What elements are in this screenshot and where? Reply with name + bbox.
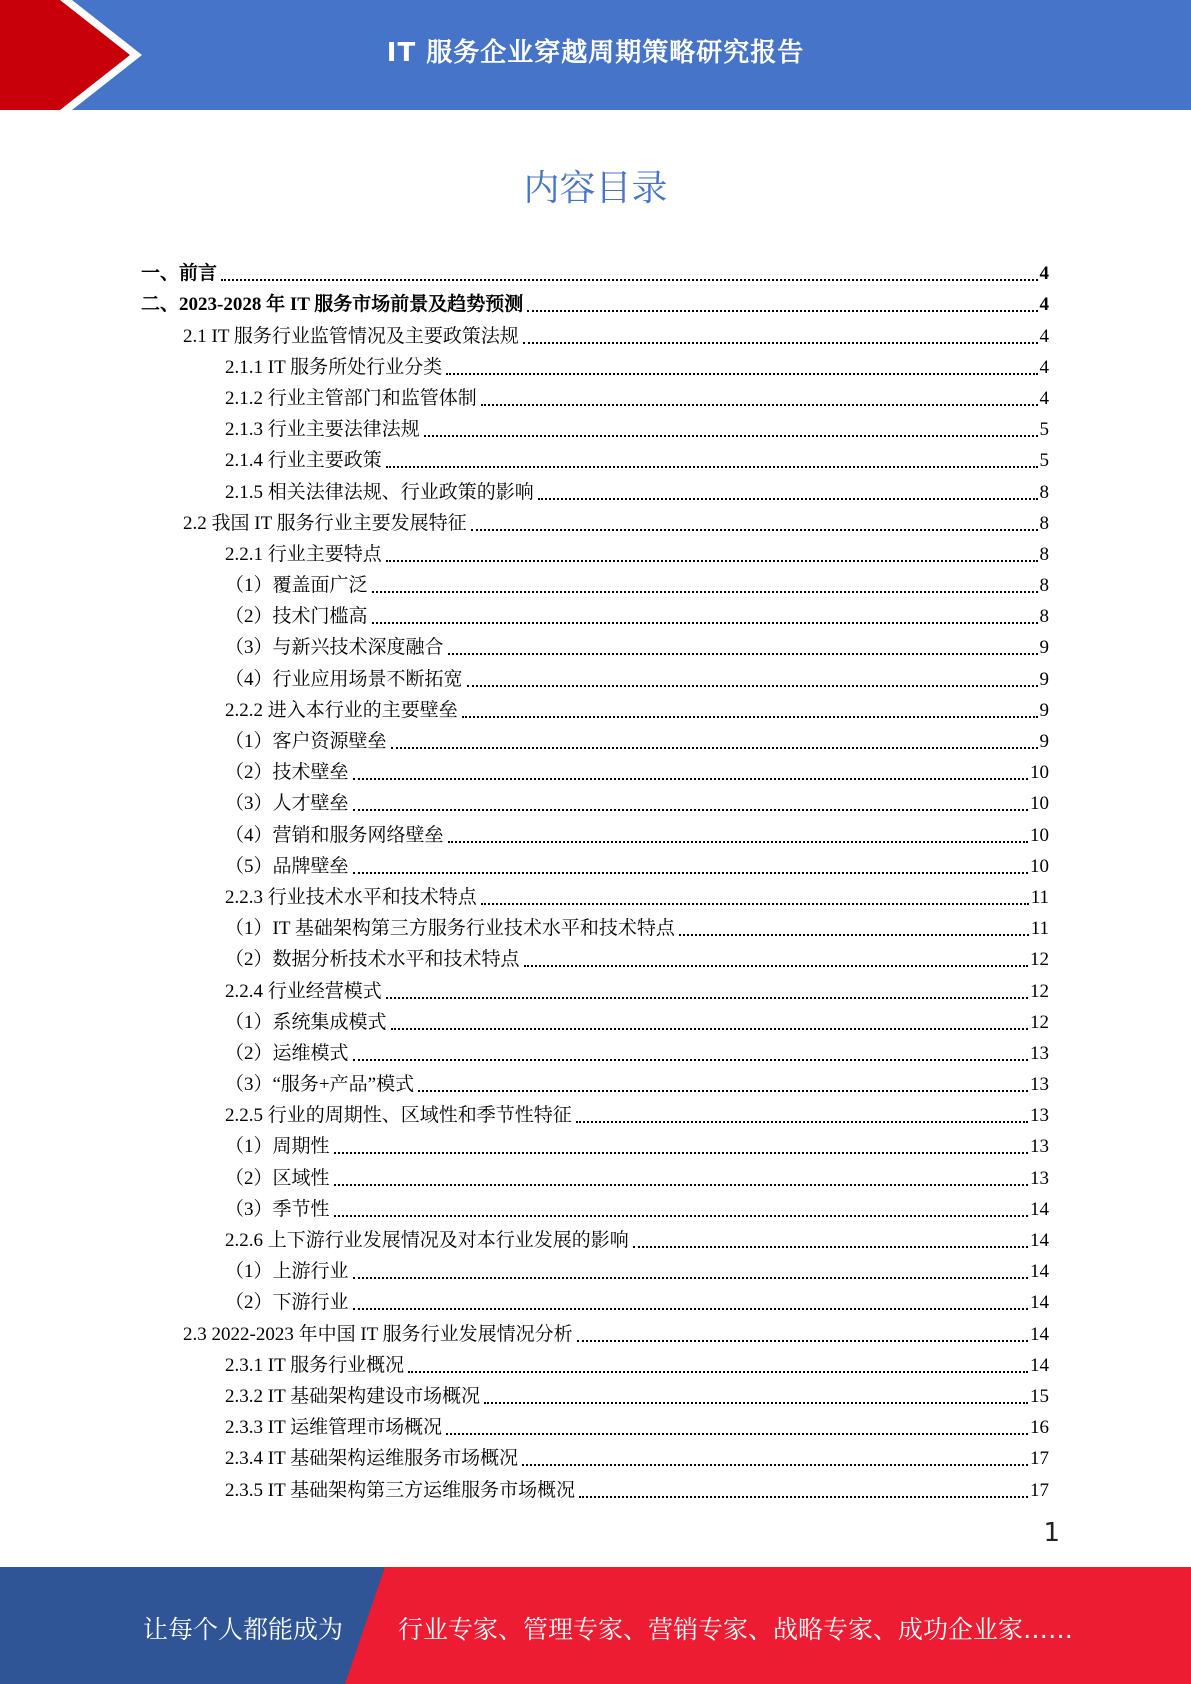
toc-entry[interactable] [141,442,1049,473]
toc-entry-label: 2.3.2 IT 基础架构建设市场概况 [225,1385,481,1407]
toc-entry[interactable] [141,879,1049,910]
toc-entry-page: 8 [1039,481,1049,503]
page-number: 1 [1043,1518,1060,1548]
toc-leader-dots [576,1120,1028,1123]
toc-entry[interactable] [141,816,1049,847]
toc-entry-label: 2.1.2 行业主管部门和监管体制 [225,387,477,409]
toc-entry[interactable] [141,380,1049,411]
toc-entry-label: （4）营销和服务网络壁垒 [225,824,444,846]
toc-entry-page: 14 [1030,1261,1049,1283]
toc-leader-dots [386,996,1028,999]
toc-entry-page: 13 [1030,1042,1049,1064]
toc-entry-page: 17 [1030,1479,1049,1501]
toc-entry[interactable] [141,1471,1049,1502]
toc-leader-dots [522,1463,1028,1466]
toc-entry-label: （3）“服务+产品”模式 [225,1074,415,1096]
toc-leader-dots [353,1276,1028,1279]
toc-entry[interactable] [141,286,1049,317]
toc-entry-label: （1）客户资源壁垒 [225,731,387,752]
toc-entry[interactable] [141,567,1049,598]
toc-entry-page: 9 [1039,699,1049,721]
toc-leader-dots [418,1089,1028,1092]
toc-entry-page: 4 [1039,263,1049,285]
toc-entry-page: 13 [1030,1136,1049,1158]
toc-entry-label: 2.3.3 IT 运维管理市场概况 [225,1417,443,1439]
toc-leader-dots [577,1339,1028,1342]
toc-entry[interactable] [141,910,1049,941]
toc-entry-label: 2.3.1 IT 服务行业概况 [225,1354,405,1376]
toc-entry-label: （3）季节性 [225,1198,330,1220]
toc-leader-dots [467,684,1038,687]
toc-entry-label: 2.2.1 行业主要特点 [225,543,382,565]
toc-entry-page: 10 [1030,793,1049,815]
toc-entry-page: 4 [1039,294,1049,316]
toc-entry[interactable] [141,1378,1049,1409]
toc-entry-label: 2.1.1 IT 服务所处行业分类 [225,356,443,378]
toc-leader-dots [334,1151,1028,1154]
toc-entry-page: 5 [1039,419,1049,441]
toc-entry-label: 2.3.5 IT 基础架构第三方运维服务市场概况 [225,1479,576,1501]
toc-leader-dots [372,590,1038,593]
toc-leader-dots [353,871,1028,874]
toc-entry[interactable] [141,1347,1049,1378]
toc-leader-dots [579,1495,1028,1498]
toc-entry-label: （2）技术壁垒 [225,762,349,784]
toc-entry-page: 8 [1039,606,1049,628]
toc-entry[interactable] [141,1097,1049,1128]
toc-entry[interactable] [141,1315,1049,1346]
toc-leader-dots [353,1307,1028,1310]
toc-entry-label: 2.1.3 行业主要法律法规 [225,419,420,441]
toc-entry-page: 13 [1030,1105,1049,1127]
table-of-contents [141,255,1049,1503]
toc-entry-label: 2.2.3 行业技术水平和技术特点 [225,886,477,908]
toc-entry-page: 4 [1039,325,1049,347]
toc-entry-page: 8 [1039,512,1049,534]
toc-leader-dots [386,465,1038,468]
toc-entry-label: 2.2.5 行业的周期性、区域性和季节性特征 [225,1105,572,1127]
toc-entry-label: （4）行业应用场景不断拓宽 [225,668,463,690]
toc-entry[interactable] [141,1128,1049,1159]
toc-entry-label: （1）上游行业 [225,1261,349,1283]
toc-leader-dots [353,777,1028,780]
toc-entry-page: 16 [1030,1417,1049,1439]
toc-leader-dots [408,1370,1028,1373]
toc-entry[interactable] [141,785,1049,816]
toc-leader-dots [524,964,1028,967]
toc-entry[interactable] [141,1253,1049,1284]
toc-leader-dots [448,652,1038,655]
toc-entry-page: 11 [1030,886,1049,908]
toc-entry-label: 一、前言 [141,263,218,285]
toc-entry[interactable] [141,598,1049,629]
toc-leader-dots [527,309,1037,312]
toc-entry-label: 2.3 2022-2023 年中国 IT 服务行业发展情况分析 [183,1323,573,1345]
toc-entry[interactable] [141,848,1049,879]
toc-heading: 内容目录 [523,168,668,209]
toc-entry-label: （1）IT 基础架构第三方服务行业技术水平和技术特点 [225,918,675,940]
toc-entry[interactable] [141,411,1049,442]
toc-entry[interactable] [141,536,1049,567]
toc-leader-dots [471,528,1038,531]
toc-entry-label: 2.1 IT 服务行业监管情况及主要政策法规 [183,325,519,347]
toc-entry[interactable] [141,317,1049,348]
toc-entry[interactable] [141,1066,1049,1097]
footer-slogan-right: 行业专家、管理专家、营销专家、战略专家、成功企业家…… [398,1615,1074,1644]
toc-entry-label: （2）下游行业 [225,1292,349,1314]
toc-entry-page: 5 [1039,450,1049,472]
toc-leader-dots [391,1027,1028,1030]
toc-entry[interactable] [141,1222,1049,1253]
toc-entry-page: 11 [1030,918,1049,940]
toc-leader-dots [481,403,1038,406]
toc-entry[interactable] [141,1035,1049,1066]
toc-entry-page: 15 [1030,1385,1049,1407]
toc-entry-label: 2.1.4 行业主要政策 [225,450,382,472]
toc-entry-label: 2.1.5 相关法律法规、行业政策的影响 [225,481,534,503]
toc-entry[interactable] [141,1440,1049,1471]
toc-entry-page: 13 [1030,1167,1049,1189]
toc-leader-dots [391,746,1038,749]
toc-entry-page: 14 [1030,1198,1049,1220]
toc-entry[interactable] [141,692,1049,723]
toc-leader-dots [448,840,1028,843]
toc-entry-page: 8 [1039,543,1049,565]
toc-entry-page: 9 [1039,637,1049,659]
toc-entry-label: （2）技术门槛高 [225,606,368,628]
toc-entry-page: 12 [1030,949,1049,971]
toc-entry[interactable] [141,473,1049,504]
toc-entry[interactable] [141,972,1049,1003]
toc-leader-dots [221,278,1037,281]
toc-entry[interactable] [141,1191,1049,1222]
toc-entry-page: 4 [1039,387,1049,409]
toc-entry-label: 2.3.4 IT 基础架构运维服务市场概况 [225,1448,519,1470]
toc-entry[interactable] [141,941,1049,972]
toc-entry-page: 14 [1030,1354,1049,1376]
toc-entry-page: 13 [1030,1074,1049,1096]
toc-leader-dots [334,1183,1028,1186]
toc-leader-dots [538,497,1038,500]
toc-leader-dots [372,621,1038,624]
toc-entry-label: （3）与新兴技术深度融合 [225,637,444,659]
toc-entry[interactable] [141,1004,1049,1035]
toc-entry-label: 2.2.2 进入本行业的主要壁垒 [225,699,458,721]
toc-entry-page: 14 [1030,1292,1049,1314]
toc-leader-dots [424,434,1038,437]
toc-entry-page: 17 [1030,1448,1049,1470]
toc-entry-label: 二、2023-2028 年 IT 服务市场前景及趋势预测 [141,294,524,316]
toc-entry[interactable] [141,629,1049,660]
toc-entry[interactable] [141,723,1049,754]
toc-entry-label: 2.2.4 行业经营模式 [225,980,382,1002]
toc-leader-dots [679,933,1029,936]
toc-entry-page: 9 [1039,668,1049,690]
toc-leader-dots [462,715,1038,718]
toc-leader-dots [446,372,1037,375]
toc-entry-page: 10 [1030,824,1049,846]
toc-entry-label: 2.2.6 上下游行业发展情况及对本行业发展的影响 [225,1230,629,1251]
toc-entry[interactable] [141,1159,1049,1190]
toc-entry-page: 10 [1030,762,1049,784]
toc-entry[interactable] [141,349,1049,380]
toc-entry[interactable] [141,660,1049,691]
toc-entry-label: （1）周期性 [225,1136,330,1158]
toc-leader-dots [633,1245,1028,1248]
toc-entry-page: 14 [1030,1323,1049,1345]
toc-entry-page: 4 [1039,356,1049,378]
toc-entry-page: 10 [1030,855,1049,877]
toc-leader-dots [484,1401,1028,1404]
toc-entry-label: 2.2 我国 IT 服务行业主要发展特征 [183,512,467,534]
toc-entry-label: （2）运维模式 [225,1042,349,1064]
toc-entry[interactable] [141,1409,1049,1440]
toc-entry-label: （2）数据分析技术水平和技术特点 [225,949,520,971]
toc-entry-page: 12 [1030,980,1049,1002]
toc-leader-dots [523,341,1038,344]
toc-entry-page: 8 [1039,575,1049,597]
toc-entry-label: （5）品牌壁垒 [225,855,349,877]
toc-leader-dots [481,902,1029,905]
toc-leader-dots [386,559,1038,562]
toc-entry[interactable] [141,255,1049,286]
toc-entry-page: 12 [1030,1011,1049,1033]
toc-leader-dots [353,1058,1028,1061]
toc-entry-label: （2）区域性 [225,1167,330,1189]
toc-entry-label: （3）人才壁垒 [225,793,349,815]
toc-leader-dots [446,1432,1028,1435]
toc-leader-dots [334,1214,1028,1217]
page-header [0,0,1191,110]
toc-entry[interactable] [141,505,1049,536]
footer-slogan-left: 让每个人都能成为 [143,1615,344,1644]
toc-entry-page: 14 [1030,1230,1049,1251]
toc-leader-dots [353,808,1028,811]
report-title: IT 服务企业穿越周期策略研究报告 [386,37,805,68]
toc-entry-label: （1）系统集成模式 [225,1011,387,1033]
toc-entry-page: 9 [1039,731,1049,752]
toc-entry-label: （1）覆盖面广泛 [225,575,368,597]
toc-entry[interactable] [141,1284,1049,1315]
toc-entry[interactable] [141,754,1049,785]
